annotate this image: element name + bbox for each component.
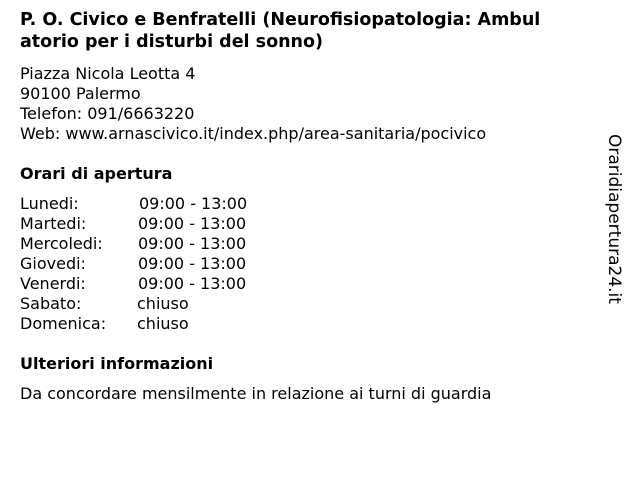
hours-day: Lunedi: [20,194,79,213]
hours-day: Domenica: [20,314,107,333]
hours-time: 09:00 - 13:00 [138,254,247,273]
hours-day: Venerdi: [20,274,86,293]
hours-time: 09:00 - 13:00 [138,234,247,253]
hours-time: chiuso [137,294,189,313]
hours-time: 09:00 - 13:00 [138,274,247,293]
hours-day: Giovedi: [20,254,86,273]
address-street: Piazza Nicola Leotta 4 [20,64,196,83]
hours-time: 09:00 - 13:00 [139,194,248,213]
hours-time: 09:00 - 13:00 [138,214,247,233]
page-title-line-1: P. O. Civico e Benfratelli (Neurofisiopatologia: Ambul [20,10,541,30]
address-city: 90100 Palermo [20,84,141,103]
page-title [20,9,580,53]
hours-time: chiuso [137,314,189,333]
hours-day: Martedi: [20,214,87,233]
address-phone: Telefon: 091/6663220 [20,104,195,123]
site-watermark: Oraridiapertura24.it [604,134,624,304]
opening-hours-heading: Orari di apertura [20,164,173,183]
address-web: Web: www.arnascivico.it/index.php/area-sanitaria/pocivico [20,124,487,143]
hours-day: Mercoledi: [20,234,103,253]
address-block [20,64,486,144]
page-title-line-2: atorio per i disturbi del sonno) [20,32,324,52]
hours-day: Sabato: [20,294,82,313]
further-info-heading: Ulteriori informazioni [20,354,214,373]
further-info-text: Da concordare mensilmente in relazione ai turni di guardia [20,384,492,403]
